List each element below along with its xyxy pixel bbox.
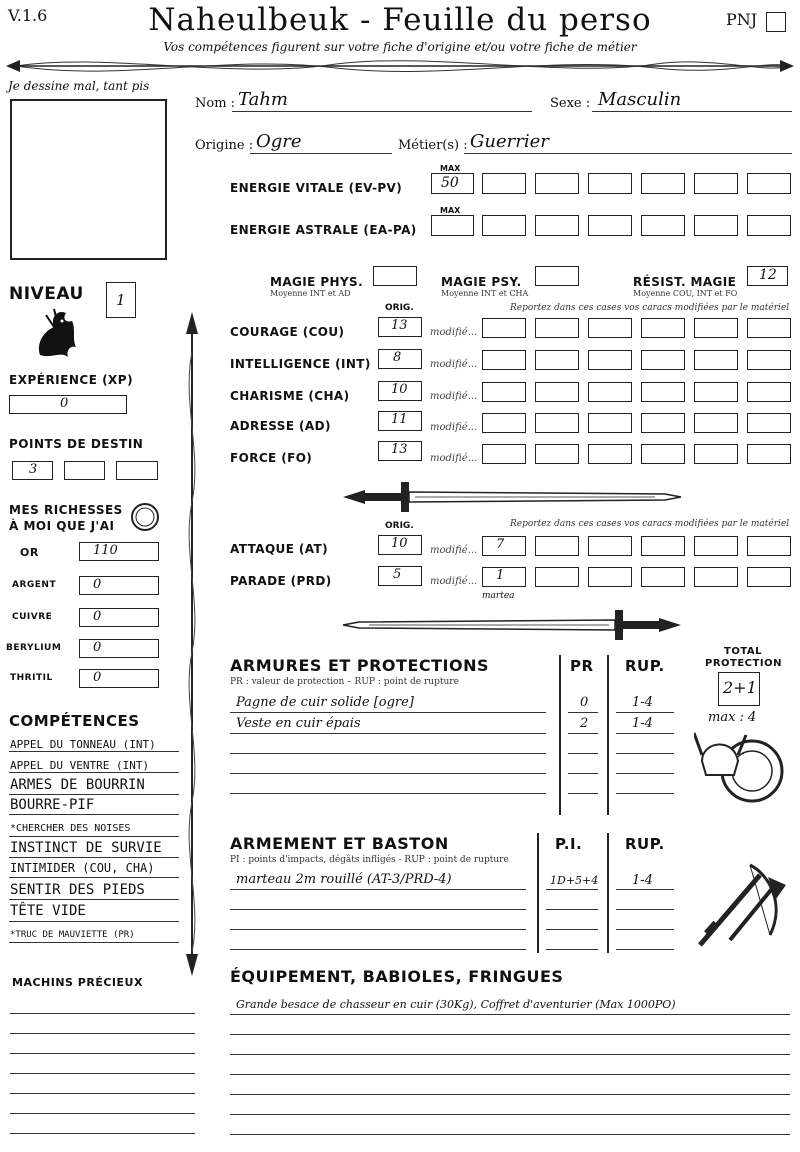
sexe-value[interactable]: Masculin bbox=[598, 89, 682, 110]
ea-box[interactable] bbox=[641, 215, 685, 236]
total-protection-box[interactable] bbox=[718, 672, 760, 706]
carac-mod-box[interactable] bbox=[482, 413, 526, 433]
competence-item: TÊTE VIDE bbox=[10, 903, 86, 919]
armures-col-rup: RUP. bbox=[625, 657, 665, 675]
xp-value: 0 bbox=[60, 396, 69, 411]
destin-box[interactable] bbox=[12, 461, 53, 480]
competence-item: *CHERCHER DES NOISES bbox=[10, 823, 131, 834]
metier-value[interactable]: Guerrier bbox=[470, 131, 549, 152]
carac-mod-box[interactable] bbox=[641, 382, 685, 402]
spear-ornament bbox=[180, 312, 204, 976]
carac-value-fo: 13 bbox=[391, 442, 408, 457]
ea-box[interactable] bbox=[535, 215, 579, 236]
carac-orig-box-cou[interactable] bbox=[378, 317, 422, 337]
ea-box[interactable] bbox=[482, 215, 526, 236]
wealth-value-thritil: 0 bbox=[93, 670, 102, 685]
parade-note: martea bbox=[482, 591, 515, 601]
combat-mod-box[interactable] bbox=[694, 567, 738, 587]
combat-note: Reportez dans ces cases vos caracs modifiées par le matériel bbox=[510, 519, 790, 529]
armures-col-pr: PR bbox=[570, 657, 594, 675]
carac-label-cou: COURAGE (COU) bbox=[230, 325, 345, 339]
equipement-title: ÉQUIPEMENT, BABIOLES, FRINGUES bbox=[230, 967, 564, 986]
carac-label-ad: ADRESSE (AD) bbox=[230, 419, 331, 433]
armure-rup: 1-4 bbox=[632, 695, 653, 710]
helmet-shield-icon bbox=[694, 725, 790, 811]
carac-mod-box[interactable] bbox=[641, 350, 685, 370]
sexe-label: Sexe : bbox=[550, 96, 591, 111]
carac-value-cha: 10 bbox=[391, 382, 408, 397]
wealth-value-berylium: 0 bbox=[93, 640, 102, 655]
combat-mod-box[interactable] bbox=[641, 567, 685, 587]
magie-phys-label: MAGIE PHYS. bbox=[270, 275, 364, 289]
equipement-line-1: Grande besace de chasseur en cuir (30Kg), Coffret d'aventurier (Max 1000PO) bbox=[236, 998, 676, 1011]
resist-magie-label: RÉSIST. MAGIE bbox=[633, 275, 737, 289]
ea-box[interactable] bbox=[747, 215, 791, 236]
combat-mod-box[interactable] bbox=[588, 536, 632, 556]
carac-value-ad: 11 bbox=[391, 412, 408, 427]
wealth-label-cuivre: CUIVRE bbox=[12, 612, 53, 622]
carac-mod-box[interactable] bbox=[535, 318, 579, 338]
sheet-subtitle: Vos compétences figurent sur votre fiche d'origine et/ou votre fiche de métier bbox=[163, 40, 637, 54]
attaque-mod-value: 7 bbox=[496, 537, 505, 552]
caracs-note: Reportez dans ces cases vos caracs modifiées par le matériel bbox=[510, 303, 790, 313]
destin-box[interactable] bbox=[116, 461, 158, 480]
ea-label: ENERGIE ASTRALE (EA-PA) bbox=[230, 223, 417, 237]
portrait-caption: Je dessine mal, tant pis bbox=[8, 79, 150, 93]
wealth-box-berylium[interactable] bbox=[79, 639, 159, 658]
armure-name: Pagne de cuir solide [ogre] bbox=[236, 695, 414, 710]
carac-mod-box[interactable] bbox=[588, 413, 632, 433]
armure-name: Veste en cuir épais bbox=[236, 716, 361, 731]
resist-magie-sub: Moyenne COU, INT et FO bbox=[633, 289, 738, 298]
header-vine-ornament bbox=[6, 54, 794, 80]
magie-psy-sub: Moyenne INT et CHA bbox=[441, 289, 529, 298]
combat-mod-box[interactable] bbox=[535, 536, 579, 556]
resist-magie-box[interactable] bbox=[747, 266, 788, 286]
carac-mod-box[interactable] bbox=[588, 318, 632, 338]
carac-mod-box[interactable] bbox=[588, 350, 632, 370]
attaque-orig-box[interactable] bbox=[378, 535, 422, 555]
armure-rup: 1-4 bbox=[632, 716, 653, 731]
armures-sub: PR : valeur de protection – RUP : point de rupture bbox=[230, 677, 459, 687]
ev-box[interactable] bbox=[588, 173, 632, 194]
carac-mod-box[interactable] bbox=[694, 444, 738, 464]
armures-title: ARMURES ET PROTECTIONS bbox=[230, 656, 489, 675]
carac-mod-box[interactable] bbox=[641, 444, 685, 464]
combat-mod-box[interactable] bbox=[588, 567, 632, 587]
armement-title: ARMEMENT ET BASTON bbox=[230, 834, 449, 853]
modif-label: modifié... bbox=[430, 576, 478, 587]
ea-max-box[interactable] bbox=[431, 215, 474, 236]
carac-mod-box[interactable] bbox=[535, 350, 579, 370]
richesses-label-1: MES RICHESSES bbox=[9, 503, 123, 517]
modif-label: modifié... bbox=[430, 422, 478, 433]
niveau-label: NIVEAU bbox=[9, 284, 84, 304]
competence-item: *TRUC DE MAUVIETTE (PR) bbox=[10, 930, 135, 940]
portrait-frame[interactable] bbox=[10, 99, 167, 260]
combat-mod-box[interactable] bbox=[747, 536, 791, 556]
combat-mod-box[interactable] bbox=[535, 567, 579, 587]
ev-max-value: 50 bbox=[441, 175, 459, 191]
competence-item: INTIMIDER (COU, CHA) bbox=[10, 861, 155, 875]
carac-orig-box-fo[interactable] bbox=[378, 441, 422, 461]
arme-name: marteau 2m rouillé (AT-3/PRD-4) bbox=[236, 872, 452, 887]
ea-max-label: MAX bbox=[440, 206, 461, 215]
carac-mod-box[interactable] bbox=[747, 318, 791, 338]
pnj-checkbox[interactable] bbox=[766, 12, 786, 32]
carac-label-int: INTELLIGENCE (INT) bbox=[230, 357, 371, 371]
competence-item: INSTINCT DE SURVIE bbox=[10, 840, 162, 856]
carac-mod-box[interactable] bbox=[482, 444, 526, 464]
wealth-label-or: OR bbox=[20, 546, 39, 559]
modif-label: modifié... bbox=[430, 545, 478, 556]
arme-pi: 1D+5+4 bbox=[550, 874, 599, 887]
competences-label: COMPÉTENCES bbox=[9, 712, 140, 730]
wealth-value-or: 110 bbox=[93, 543, 118, 558]
resist-magie-value: 12 bbox=[759, 267, 777, 283]
ea-box[interactable] bbox=[588, 215, 632, 236]
armure-pr: 2 bbox=[580, 716, 589, 731]
carac-mod-box[interactable] bbox=[588, 382, 632, 402]
total-max: max : 4 bbox=[708, 710, 757, 725]
modif-label: modifié... bbox=[430, 453, 478, 464]
wealth-label-argent: ARGENT bbox=[12, 580, 57, 590]
magie-psy-box[interactable] bbox=[535, 266, 579, 286]
carac-mod-box[interactable] bbox=[588, 444, 632, 464]
wealth-value-cuivre: 0 bbox=[93, 609, 102, 624]
carac-mod-box[interactable] bbox=[535, 382, 579, 402]
carac-mod-box[interactable] bbox=[535, 444, 579, 464]
destin-value: 3 bbox=[29, 462, 38, 477]
total-label-1: TOTAL bbox=[724, 646, 762, 657]
niveau-box[interactable] bbox=[106, 282, 136, 318]
wealth-label-berylium: BERYLIUM bbox=[6, 643, 62, 653]
version-label: V.1.6 bbox=[8, 6, 48, 25]
pnj-label: PNJ bbox=[726, 10, 758, 29]
wealth-value-argent: 0 bbox=[93, 577, 102, 592]
armure-pr: 0 bbox=[580, 695, 589, 710]
parade-mod-box[interactable] bbox=[482, 567, 526, 587]
coin-icon bbox=[130, 502, 160, 532]
dragon-icon bbox=[32, 305, 82, 361]
combat-orig-label: ORIG. bbox=[385, 521, 414, 531]
competence-item: SENTIR DES PIEDS bbox=[10, 882, 145, 898]
competence-item: BOURRE-PIF bbox=[10, 797, 95, 813]
ev-box[interactable] bbox=[482, 173, 526, 194]
combat-mod-box[interactable] bbox=[694, 536, 738, 556]
total-protection-value: 2+1 bbox=[723, 678, 757, 697]
sheet-title: Naheulbeuk - Feuille du perso bbox=[148, 2, 652, 38]
ea-box[interactable] bbox=[694, 215, 738, 236]
ev-max-label: MAX bbox=[440, 164, 461, 173]
magie-psy-label: MAGIE PSY. bbox=[441, 275, 522, 289]
modif-label: modifié... bbox=[430, 391, 478, 402]
carac-mod-box[interactable] bbox=[482, 350, 526, 370]
carac-mod-box[interactable] bbox=[535, 413, 579, 433]
carac-mod-box[interactable] bbox=[747, 413, 791, 433]
xp-label: EXPÉRIENCE (XP) bbox=[9, 373, 134, 387]
attaque-value: 10 bbox=[391, 536, 408, 551]
carac-orig-box-ad[interactable] bbox=[378, 411, 422, 431]
destin-box[interactable] bbox=[64, 461, 105, 480]
parade-mod-value: 1 bbox=[496, 568, 505, 583]
wealth-box-or[interactable] bbox=[79, 542, 159, 561]
competence-item: APPEL DU VENTRE (INT) bbox=[10, 759, 150, 772]
carac-orig-box-cha[interactable] bbox=[378, 381, 422, 401]
armement-col-rup: RUP. bbox=[625, 835, 665, 853]
armement-col-pi: P.I. bbox=[555, 835, 583, 853]
origine-label: Origine : bbox=[195, 138, 254, 153]
modif-label: modifié... bbox=[430, 359, 478, 370]
carac-label-cha: CHARISME (CHA) bbox=[230, 389, 350, 403]
carac-label-fo: FORCE (FO) bbox=[230, 451, 313, 465]
carac-mod-box[interactable] bbox=[747, 444, 791, 464]
sword-icon bbox=[335, 606, 685, 644]
sword-icon bbox=[335, 478, 685, 516]
ev-box[interactable] bbox=[747, 173, 791, 194]
carac-value-int: 8 bbox=[393, 350, 402, 365]
wealth-box-thritil[interactable] bbox=[79, 669, 159, 688]
armement-sub: PI : points d'impacts, dégâts infligés - RUP : point de rupture bbox=[230, 855, 509, 865]
parade-label: PARADE (PRD) bbox=[230, 574, 332, 588]
combat-mod-box[interactable] bbox=[747, 567, 791, 587]
modif-label: modifié... bbox=[430, 327, 478, 338]
magie-phys-sub: Moyenne INT et AD bbox=[270, 289, 351, 298]
ev-box[interactable] bbox=[535, 173, 579, 194]
carac-mod-box[interactable] bbox=[641, 413, 685, 433]
wealth-box-cuivre[interactable] bbox=[79, 608, 159, 627]
carac-mod-box[interactable] bbox=[482, 382, 526, 402]
wealth-box-argent[interactable] bbox=[79, 576, 159, 595]
ev-label: ENERGIE VITALE (EV-PV) bbox=[230, 181, 403, 195]
destin-label: POINTS DE DESTIN bbox=[9, 437, 144, 451]
carac-mod-box[interactable] bbox=[747, 350, 791, 370]
attaque-mod-box[interactable] bbox=[482, 536, 526, 556]
carac-mod-box[interactable] bbox=[694, 413, 738, 433]
parade-orig-box[interactable] bbox=[378, 566, 422, 586]
origine-value[interactable]: Ogre bbox=[256, 131, 302, 152]
caracs-orig-label: ORIG. bbox=[385, 303, 414, 313]
parade-value: 5 bbox=[393, 567, 402, 582]
precieux-label: MACHINS PRÉCIEUX bbox=[12, 976, 143, 989]
metier-label: Métier(s) : bbox=[398, 138, 468, 153]
carac-mod-box[interactable] bbox=[694, 350, 738, 370]
magie-phys-box[interactable] bbox=[373, 266, 417, 286]
ev-box[interactable] bbox=[641, 173, 685, 194]
ev-box[interactable] bbox=[694, 173, 738, 194]
carac-mod-box[interactable] bbox=[694, 318, 738, 338]
carac-orig-box-int[interactable] bbox=[378, 349, 422, 369]
attaque-label: ATTAQUE (AT) bbox=[230, 542, 328, 556]
carac-mod-box[interactable] bbox=[641, 318, 685, 338]
niveau-value: 1 bbox=[116, 291, 126, 309]
carac-mod-box[interactable] bbox=[482, 318, 526, 338]
ev-max-box[interactable] bbox=[431, 173, 474, 194]
combat-mod-box[interactable] bbox=[641, 536, 685, 556]
arme-rup: 1-4 bbox=[632, 873, 653, 888]
nom-value[interactable]: Tahm bbox=[238, 89, 289, 110]
carac-mod-box[interactable] bbox=[694, 382, 738, 402]
weapons-icon bbox=[690, 855, 790, 950]
richesses-label-2: À MOI QUE J'AI bbox=[9, 519, 115, 533]
carac-value-cou: 13 bbox=[391, 318, 408, 333]
competence-item: ARMES DE BOURRIN bbox=[10, 777, 145, 793]
wealth-label-thritil: THRITIL bbox=[10, 673, 53, 683]
competence-item: APPEL DU TONNEAU (INT) bbox=[10, 738, 156, 751]
xp-box[interactable] bbox=[9, 395, 127, 414]
carac-mod-box[interactable] bbox=[747, 382, 791, 402]
total-label-2: PROTECTION bbox=[705, 658, 782, 669]
nom-label: Nom : bbox=[195, 96, 236, 111]
